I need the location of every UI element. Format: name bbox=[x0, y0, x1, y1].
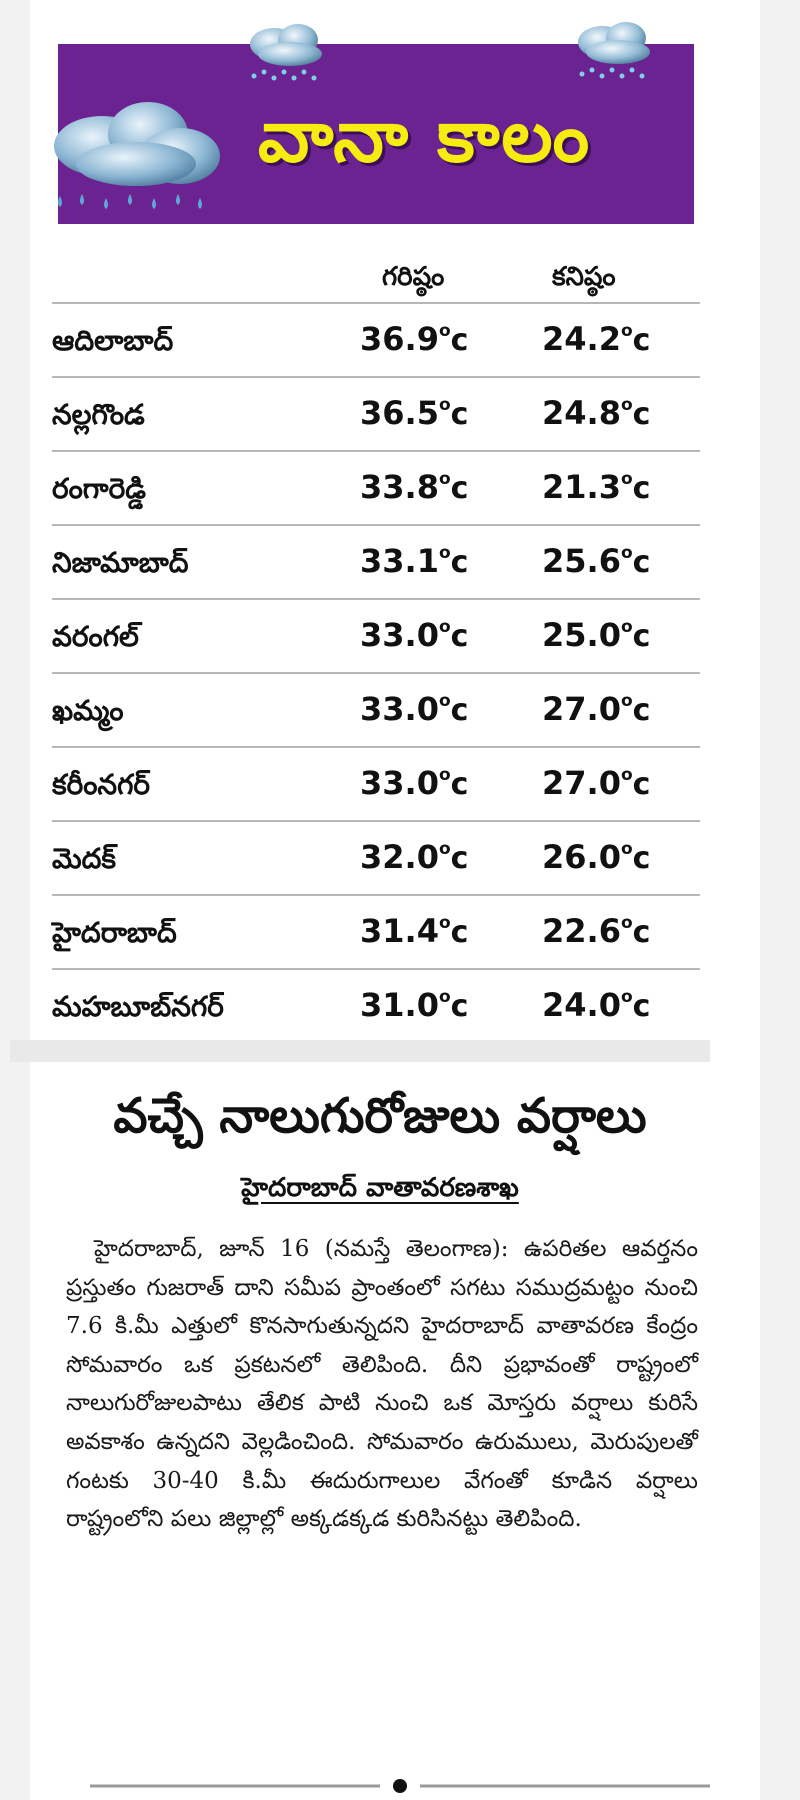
celsius-unit: c bbox=[450, 545, 469, 580]
degree-symbol: o bbox=[438, 839, 451, 859]
degree-symbol: o bbox=[620, 913, 633, 933]
banner-title: వానా కాలం bbox=[258, 94, 592, 178]
degree-symbol: o bbox=[438, 543, 451, 563]
temperature-table bbox=[52, 252, 700, 1042]
max-temp-number: 33.0 bbox=[360, 764, 439, 802]
min-temp-number: 24.2 bbox=[542, 320, 621, 358]
min-temp-number: 27.0 bbox=[542, 764, 621, 802]
celsius-unit: c bbox=[450, 915, 469, 950]
celsius-unit: c bbox=[632, 841, 651, 876]
small-rain-cloud-icon bbox=[240, 16, 336, 92]
city-name: కరీంనగర్ bbox=[52, 768, 151, 801]
city-name: మెదక్ bbox=[52, 842, 117, 875]
table-header bbox=[52, 252, 700, 302]
degree-symbol: o bbox=[438, 913, 451, 933]
table-row bbox=[52, 672, 700, 746]
celsius-unit: c bbox=[450, 989, 469, 1024]
celsius-unit: c bbox=[450, 323, 469, 358]
max-temp-value bbox=[360, 468, 468, 506]
min-temp-value bbox=[542, 320, 650, 358]
celsius-unit: c bbox=[450, 767, 469, 802]
table-row bbox=[52, 376, 700, 450]
min-temp-number: 25.0 bbox=[542, 616, 621, 654]
celsius-unit: c bbox=[632, 545, 651, 580]
min-temp-value bbox=[542, 690, 650, 728]
degree-symbol: o bbox=[438, 395, 451, 415]
degree-symbol: o bbox=[438, 321, 451, 341]
min-temp-number: 22.6 bbox=[542, 912, 621, 950]
min-temp-number: 26.0 bbox=[542, 838, 621, 876]
table-row bbox=[52, 598, 700, 672]
min-temp-number: 24.8 bbox=[542, 394, 621, 432]
table-row bbox=[52, 968, 700, 1042]
max-temp-number: 31.0 bbox=[360, 986, 439, 1024]
max-temp-number: 33.0 bbox=[360, 616, 439, 654]
max-temp-number: 36.9 bbox=[360, 320, 439, 358]
article-end-mark bbox=[90, 1778, 710, 1792]
max-temp-value bbox=[360, 616, 468, 654]
max-temp-number: 36.5 bbox=[360, 394, 439, 432]
article-subhead: హైదరాబాద్ వాతావరణశాఖ bbox=[241, 1173, 519, 1203]
city-name: వరంగల్ bbox=[52, 620, 139, 653]
min-temp-value bbox=[542, 764, 650, 802]
max-temp-value bbox=[360, 690, 468, 728]
table-row bbox=[52, 894, 700, 968]
celsius-unit: c bbox=[450, 397, 469, 432]
min-temp-number: 27.0 bbox=[542, 690, 621, 728]
min-temp-value bbox=[542, 542, 650, 580]
degree-symbol: o bbox=[620, 691, 633, 711]
min-temp-value bbox=[542, 838, 650, 876]
max-temp-value bbox=[360, 320, 468, 358]
degree-symbol: o bbox=[620, 617, 633, 637]
degree-symbol: o bbox=[620, 987, 633, 1007]
degree-symbol: o bbox=[438, 691, 451, 711]
max-temp-value bbox=[360, 764, 468, 802]
degree-symbol: o bbox=[438, 617, 451, 637]
celsius-unit: c bbox=[632, 471, 651, 506]
celsius-unit: c bbox=[632, 397, 651, 432]
min-temp-value bbox=[542, 986, 650, 1024]
table-row bbox=[52, 450, 700, 524]
degree-symbol: o bbox=[620, 469, 633, 489]
max-temp-value bbox=[360, 542, 468, 580]
city-name: రంగారెడ్డి bbox=[52, 472, 146, 505]
section-divider bbox=[10, 1040, 710, 1062]
min-temp-number: 25.6 bbox=[542, 542, 621, 580]
degree-symbol: o bbox=[438, 469, 451, 489]
max-temp-number: 33.8 bbox=[360, 468, 439, 506]
table-row bbox=[52, 302, 700, 376]
city-name: నల్లగొండ bbox=[52, 398, 145, 431]
max-temp-number: 32.0 bbox=[360, 838, 439, 876]
small-rain-cloud-icon bbox=[568, 14, 664, 90]
celsius-unit: c bbox=[450, 693, 469, 728]
celsius-unit: c bbox=[632, 767, 651, 802]
degree-symbol: o bbox=[438, 987, 451, 1007]
celsius-unit: c bbox=[632, 693, 651, 728]
max-temp-value bbox=[360, 838, 468, 876]
table-row bbox=[52, 746, 700, 820]
min-temp-value bbox=[542, 394, 650, 432]
degree-symbol: o bbox=[620, 765, 633, 785]
celsius-unit: c bbox=[450, 471, 469, 506]
article-headline: వచ్చే నాలుగురోజులు వర్షాలు bbox=[113, 1088, 647, 1144]
min-temp-number: 21.3 bbox=[542, 468, 621, 506]
celsius-unit: c bbox=[632, 989, 651, 1024]
min-temp-value bbox=[542, 616, 650, 654]
max-temp-number: 33.1 bbox=[360, 542, 439, 580]
min-temp-value bbox=[542, 468, 650, 506]
min-temp-number: 24.0 bbox=[542, 986, 621, 1024]
table-rows bbox=[52, 302, 700, 1042]
max-temp-value bbox=[360, 912, 468, 950]
celsius-unit: c bbox=[632, 915, 651, 950]
min-temp-value bbox=[542, 912, 650, 950]
celsius-unit: c bbox=[450, 841, 469, 876]
city-name: హైదరాబాద్ bbox=[52, 916, 177, 949]
min-temp-header: కనిష్ఠం bbox=[552, 262, 616, 292]
rain-cloud-icon bbox=[40, 94, 240, 224]
degree-symbol: o bbox=[620, 321, 633, 341]
city-name: మహబూబ్‌నగర్ bbox=[52, 990, 224, 1023]
degree-symbol: o bbox=[620, 543, 633, 563]
table-row bbox=[52, 524, 700, 598]
degree-symbol: o bbox=[620, 839, 633, 859]
city-name: ఖమ్మం bbox=[52, 694, 124, 727]
degree-symbol: o bbox=[620, 395, 633, 415]
max-temp-header: గరిష్ఠం bbox=[382, 262, 445, 292]
degree-symbol: o bbox=[438, 765, 451, 785]
table-row bbox=[52, 820, 700, 894]
celsius-unit: c bbox=[632, 619, 651, 654]
city-name: నిజామాబాద్ bbox=[52, 546, 189, 579]
celsius-unit: c bbox=[450, 619, 469, 654]
article-body: హైదరాబాద్, జూన్ 16 (నమస్తే తెలంగాణ): ఉపరితల ఆవర్తనం ప్రస్తుతం గుజరాత్ దాని సమీప ప్రాంతంలో సగటు సముద్రమట్టం నుంచి 7.6 కి.మీ ఎత్తులో కొనసాగుతున్నదని హైదరాబాద్ వాతావరణ కేంద్రం సోమవారం ఒక ప్రకటనలో తెలిపింది. దీని ప్రభావంతో రాష్ట్రంలో నాలుగురోజులపాటు తేలిక పాటి నుంచి ఒక మోస్తరు వర్షాలు కురిసే అవకాశం ఉన్నదని వెల్లడించింది. సోమవారం ఉరుములు, మెరుపులతో గంటకు 30-40 కి.మీ ఈదురుగాలుల వేగంతో కూడిన వర్షాలు రాష్ట్రంలోని పలు జిల్లాల్లో అక్కడక్కడ కురిసినట్టు తెలిపింది. bbox=[66, 1236, 698, 1533]
max-temp-value bbox=[360, 986, 468, 1024]
max-temp-number: 33.0 bbox=[360, 690, 439, 728]
city-name: ఆదిలాబాద్ bbox=[52, 324, 174, 357]
celsius-unit: c bbox=[632, 323, 651, 358]
max-temp-value bbox=[360, 394, 468, 432]
max-temp-number: 31.4 bbox=[360, 912, 439, 950]
